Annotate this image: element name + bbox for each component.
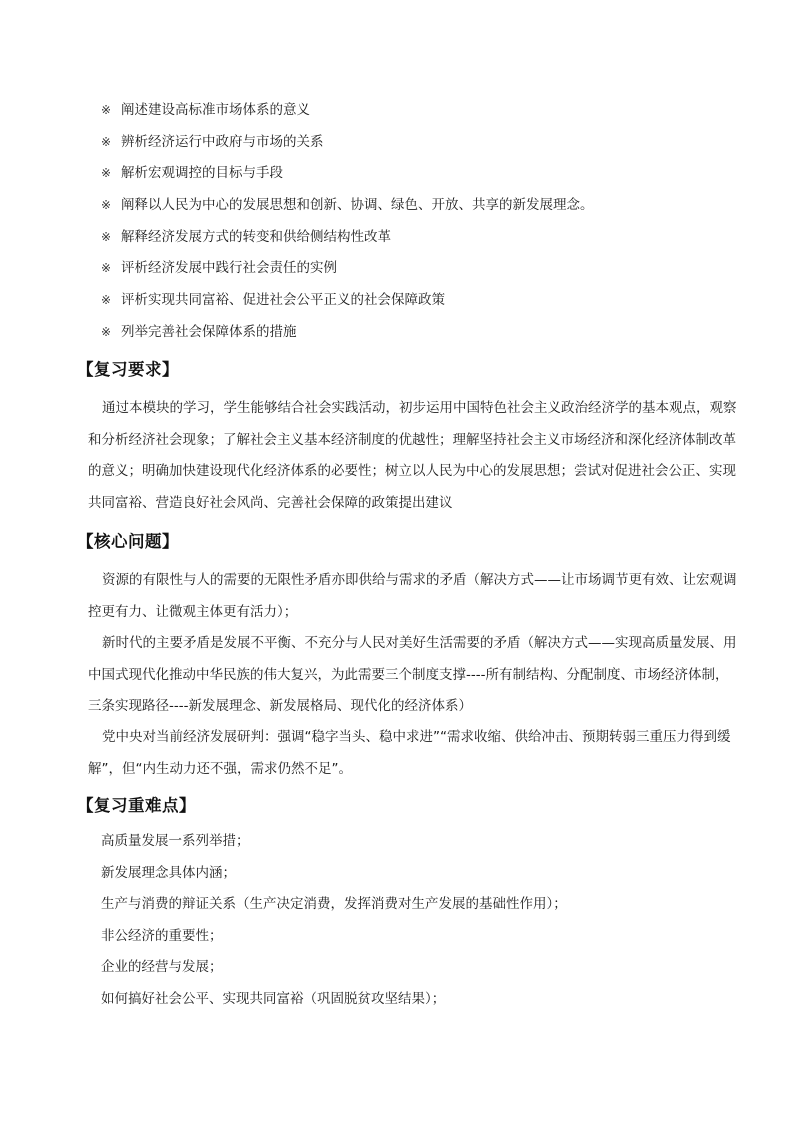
requirements-paragraph: 通过本模块的学习，学生能够结合社会实践活动，初步运用中国特色社会主义政治经济学的基本观点，观察和分析经济社会现象；了解社会主义基本经济制度的优越性；理解坚持社会主义市场经济和深化经济体制改革的意义；明确加快建设现代化经济体系的必要性；树立以人民为中心的发展思想；尝试对促进社会公正、实现共同富裕、营造良好社会风尚、完善社会保障的政策提出建议 xyxy=(88,400,737,511)
key-point-item: 如何搞好社会公平、实现共同富裕（巩固脱贫攻坚结果）； xyxy=(101,990,446,1007)
key-point-item: 企业的经营与发展； xyxy=(101,959,223,976)
objective-item: ※ 阐述建设高标准市场体系的意义 xyxy=(101,99,741,131)
core-heading: 【核心问题】 xyxy=(77,532,179,551)
objectives-list xyxy=(101,99,741,353)
reference-mark-icon: ※ xyxy=(101,166,112,181)
objective-item: ※ 阐释以人民为中心的发展思想和创新、协调、绿色、开放、共享的新发展理念。 xyxy=(101,194,741,226)
objective-item: ※ 评析实现共同富裕、促进社会公平正义的社会保障政策 xyxy=(101,289,741,321)
objective-item: ※ 评析经济发展中践行社会责任的实例 xyxy=(101,257,741,289)
objective-item: ※ 解析宏观调控的目标与手段 xyxy=(101,162,741,194)
reference-mark-icon: ※ xyxy=(101,134,112,149)
key-point-item: 生产与消费的辩证关系（生产决定消费，发挥消费对生产发展的基础性作用）； xyxy=(101,896,567,913)
objective-item: ※ 列举完善社会保障体系的措施 xyxy=(101,321,741,353)
reference-mark-icon: ※ xyxy=(101,198,112,213)
key-point-item: 高质量发展一系列举措； xyxy=(101,833,250,849)
key-points-heading: 【复习重难点】 xyxy=(77,796,196,815)
requirements-heading: 【复习要求】 xyxy=(77,360,179,379)
objective-item: ※ 解释经济发展方式的转变和供给侧结构性改革 xyxy=(101,226,741,258)
reference-mark-icon: ※ xyxy=(101,103,112,117)
reference-mark-icon: ※ xyxy=(101,229,112,244)
key-point-item: 新发展理念具体内涵； xyxy=(101,864,236,881)
key-point-item: 非公经济的重要性； xyxy=(101,927,223,944)
key-points-list xyxy=(101,830,741,1020)
objective-item: ※ 辨析经济运行中政府与市场的关系 xyxy=(101,131,741,163)
core-paragraph-2: 新时代的主要矛盾是发展不平衡、不充分与人民对美好生活需要的矛盾（解决方式——实现高质量发展、用中国式现代化推动中华民族的伟大复兴，为此需要三个制度支撑----所有制结构、分配制度、市场经济体制，三条实现路径----新发展理念、新发展格局、现代化的经济体系） xyxy=(88,635,737,714)
reference-mark-icon: ※ xyxy=(101,261,112,276)
core-paragraph-1: 资源的有限性与人的需要的无限性矛盾亦即供给与需求的矛盾（解决方式——让市场调节更有效、让宏观调控更有力、让微观主体更有活力）； xyxy=(88,572,737,620)
reference-mark-icon: ※ xyxy=(101,293,112,308)
reference-mark-icon: ※ xyxy=(101,324,112,339)
core-paragraph-3: 党中央对当前经济发展研判：强调“稳字当头、稳中求进”“需求收缩、供给冲击、预期转弱三重压力得到缓解”，但“内生动力还不强，需求仍然不足”。 xyxy=(88,729,731,777)
